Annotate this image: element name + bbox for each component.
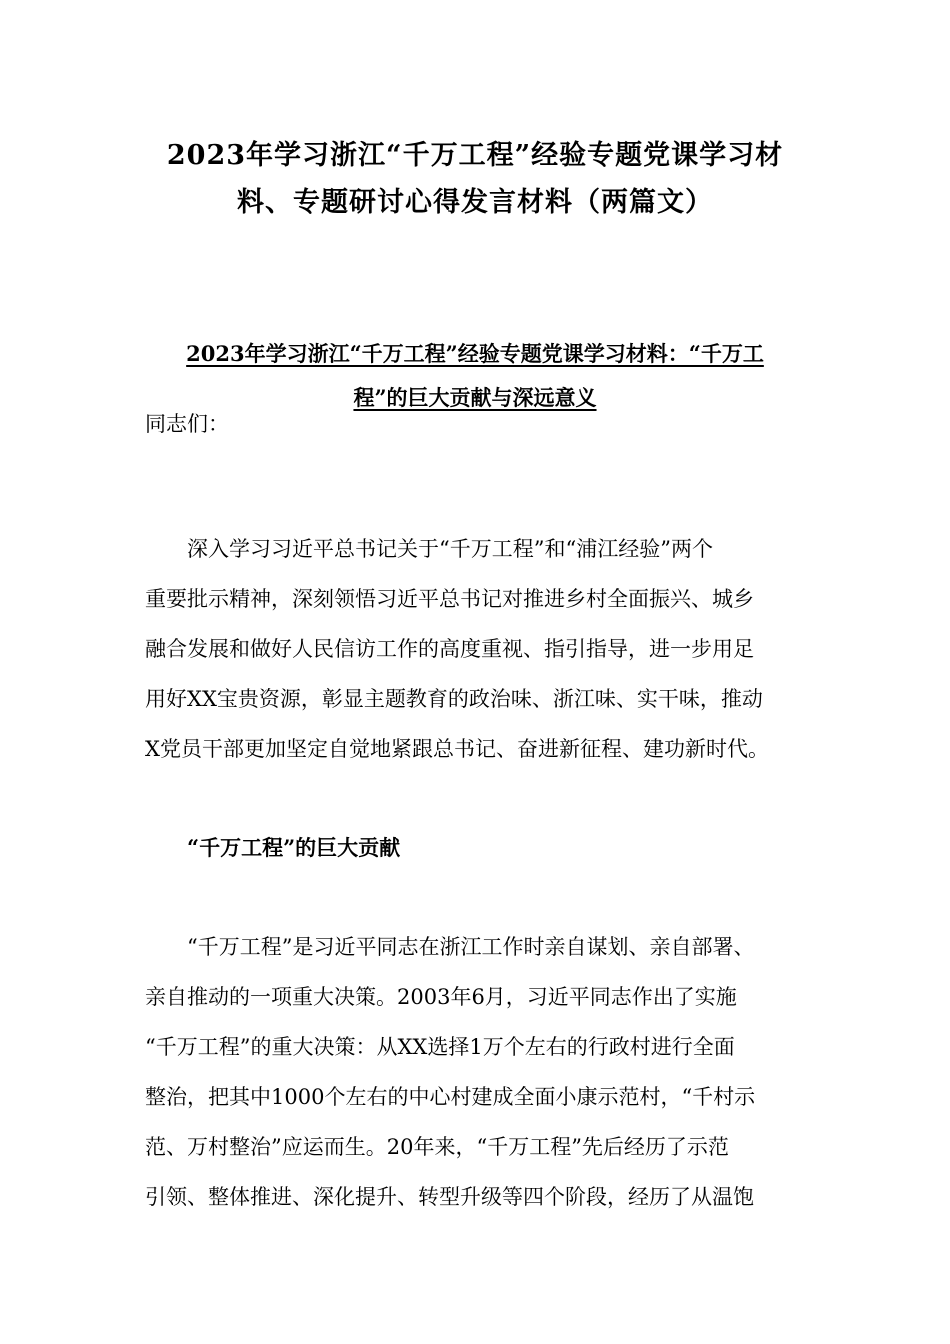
paragraph-2-line-3: “千万工程”的重大决策：从XX选择1万个左右的行政村进行全面 bbox=[145, 1035, 735, 1059]
sub-title-line-2-text: 程”的巨大贡献与深远意义 bbox=[353, 385, 597, 410]
main-title-line-1: 2023年学习浙江“千万工程”经验专题党课学习材 bbox=[166, 140, 784, 171]
paragraph-1-line-2: 重要批示精神，深刻领悟习近平总书记对推进乡村全面振兴、城乡 bbox=[145, 587, 754, 611]
paragraph-2-line-5: 范、万村整治”应运而生。20年来，“千万工程”先后经历了示范 bbox=[145, 1135, 729, 1159]
paragraph-2-line-2: 亲自推动的一项重大决策。2003年6月，习近平同志作出了实施 bbox=[145, 985, 737, 1009]
sub-title-line-1-text: 2023年学习浙江“千万工程”经验专题党课学习材料：“千万工 bbox=[186, 341, 764, 366]
paragraph-1-line-4: 用好XX宝贵资源，彰显主题教育的政治味、浙江味、实干味，推动 bbox=[145, 687, 763, 711]
paragraph-2-line-4: 整治，把其中1000个左右的中心村建成全面小康示范村，“千村示 bbox=[145, 1085, 756, 1109]
main-title-line-2: 料、专题研讨心得发言材料（两篇文） bbox=[237, 187, 713, 218]
sub-title-line-1 bbox=[120, 339, 830, 369]
paragraph-1-line-3: 融合发展和做好人民信访工作的高度重视、指引指导，进一步用足 bbox=[145, 637, 754, 661]
paragraph-1-line-1: 深入学习习近平总书记关于“千万工程”和“浦江经验”两个 bbox=[187, 537, 713, 561]
paragraph-2-line-1: “千万工程”是习近平同志在浙江工作时亲自谋划、亲自部署、 bbox=[187, 935, 755, 959]
paragraph-2-line-6: 引领、整体推进、深化提升、转型升级等四个阶段，经历了从温饱 bbox=[145, 1185, 754, 1209]
salutation: 同志们： bbox=[145, 412, 229, 436]
section-heading: “千万工程”的巨大贡献 bbox=[187, 835, 401, 860]
paragraph-1-line-5: X党员干部更加坚定自觉地紧跟总书记、奋进新征程、建功新时代。 bbox=[145, 737, 769, 761]
